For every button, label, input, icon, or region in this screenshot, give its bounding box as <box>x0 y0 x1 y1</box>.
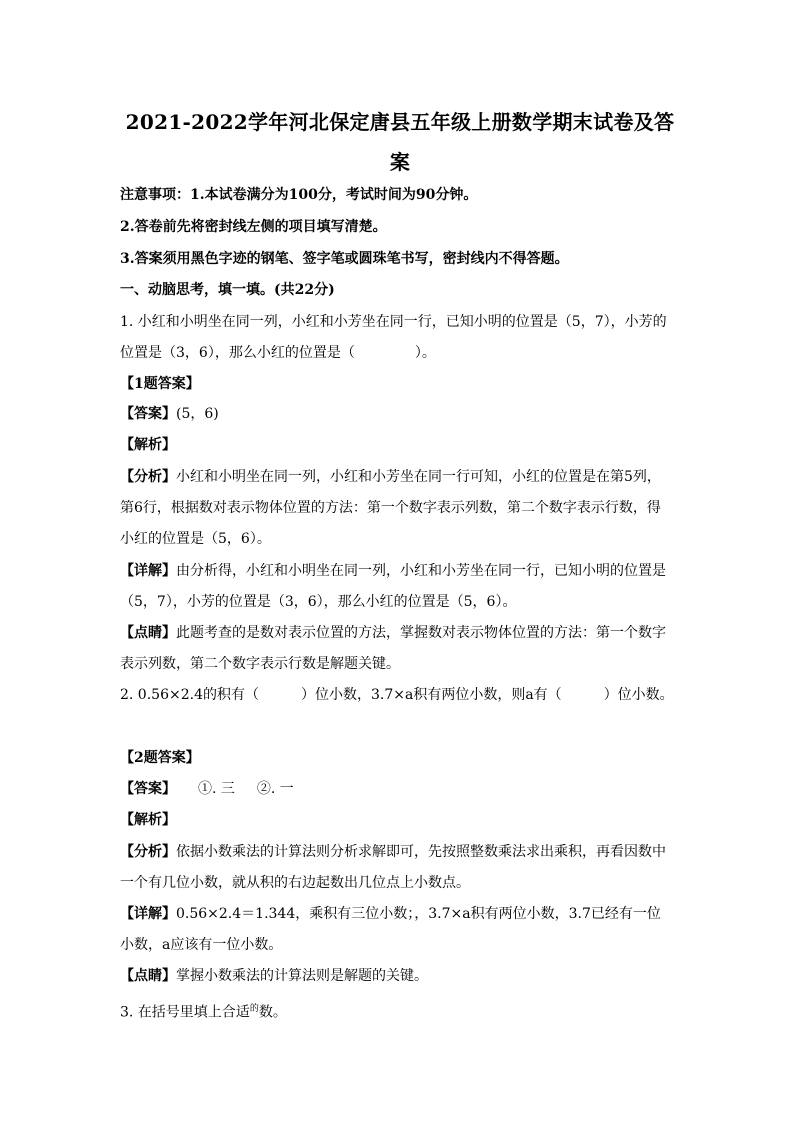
answer-2: ②. 一 <box>256 781 294 797</box>
question-1-dianjing-line-1 <box>120 624 666 642</box>
note-1: 注意事项：1.本试卷满分为100分，考试时间为90分钟。 <box>120 187 478 203</box>
question-1-answer-heading: 【1题答案】 <box>120 376 200 392</box>
note-3: 3.答案须用黑色字迹的钢笔、签字笔或圆珠笔书写，密封线内不得答题。 <box>120 251 569 267</box>
question-2-dianjing-line-1 <box>120 967 428 985</box>
dianjing-text: 此题考查的是数对表示位置的方法，掌握数对表示物体位置的方法：第一个数字 <box>176 625 666 641</box>
xiangjie-label: 【详解】 <box>120 906 176 922</box>
question-1-text-end: ）。 <box>414 345 436 361</box>
question-2-answer-heading: 【2题答案】 <box>120 750 200 766</box>
answer-label: 【答案】 <box>120 406 176 422</box>
fenxi-label: 【分析】 <box>120 469 176 485</box>
xiangjie-label: 【详解】 <box>120 563 176 579</box>
question-1-dianjing-line-2: 表示列数，第二个数字表示行数是解题关键。 <box>120 656 400 672</box>
dianjing-text: 掌握小数乘法的计算法则是解题的关键。 <box>176 968 428 984</box>
question-2-fenxi-line-1 <box>120 843 666 861</box>
question-1-text-line-1: 1. 小红和小明坐在同一列，小红和小芳坐在同一行，已知小明的位置是（5，7），小芳的 <box>120 314 667 330</box>
question-2-text <box>120 686 674 704</box>
question-3-text <box>120 1000 287 1022</box>
question-2-analysis-label: 【解析】 <box>120 812 176 828</box>
answer-label: 【答案】 <box>120 781 176 797</box>
question-2-text-c: ）位小数。 <box>603 687 674 703</box>
question-2-xiangjie-line-1 <box>120 905 661 923</box>
question-1-fenxi-line-1 <box>120 468 661 486</box>
question-3-text-end: 数。 <box>258 1004 287 1021</box>
note-2: 2.答卷前先将密封线左侧的项目填写清楚。 <box>120 219 387 235</box>
question-1-analysis-label: 【解析】 <box>120 437 176 453</box>
question-2-xiangjie-line-2: 小数，a应该有一位小数。 <box>120 937 283 953</box>
question-2-answer <box>120 780 294 798</box>
question-3-superscript: 的 <box>249 1004 259 1014</box>
xiangjie-text: 由分析得，小红和小明坐在同一列，小红和小芳坐在同一行，已知小明的位置是 <box>176 563 666 579</box>
dianjing-label: 【点睛】 <box>120 625 176 641</box>
question-2-fenxi-line-2: 一个有几位小数，就从积的右边起数出几位点上小数点。 <box>120 875 470 891</box>
question-2-text-a: 2. 0.56×2.4的积有（ <box>120 687 259 703</box>
question-1-fenxi-line-3: 小红的位置是（5，6）。 <box>120 531 271 547</box>
answer-value: (5，6) <box>176 406 219 422</box>
question-3-text-a: 3. 在括号里填上合适 <box>120 1004 250 1021</box>
question-1-xiangjie-line-1 <box>120 562 666 580</box>
fenxi-text: 依据小数乘法的计算法则分析求解即可，先按照整数乘法求出乘积，再看因数中 <box>176 844 666 860</box>
section-1-heading: 一、动脑思考，填一填。(共22分) <box>120 282 335 298</box>
question-1-fenxi-line-2: 第6行，根据数对表示物体位置的方法：第一个数字表示列数，第二个数字表示行数，得 <box>120 500 661 516</box>
question-1-text: 位置是（3，6），那么小红的位置是（ <box>120 345 355 361</box>
question-2-text-b: ）位小数，3.7×a积有两位小数，则a有（ <box>300 687 562 703</box>
document-title-line-1: 2021-2022学年河北保定唐县五年级上册数学期末试卷及答 <box>125 110 675 134</box>
question-1-answer <box>120 405 219 423</box>
question-1-text-line-2 <box>120 344 436 362</box>
dianjing-label: 【点睛】 <box>120 968 176 984</box>
fenxi-label: 【分析】 <box>120 844 176 860</box>
answer-1: ①. 三 <box>198 781 235 797</box>
question-1-xiangjie-line-2: （5，7），小芳的位置是（3，6），那么小红的位置是（5，6）。 <box>120 594 517 610</box>
document-title-line-2: 案 <box>389 150 411 174</box>
fenxi-text: 小红和小明坐在同一列，小红和小芳坐在同一行可知，小红的位置是在第5列， <box>176 469 661 485</box>
xiangjie-text: 0.56×2.4＝1.344，乘积有三位小数；，3.7×a积有两位小数，3.7已经有一位 <box>176 906 661 922</box>
